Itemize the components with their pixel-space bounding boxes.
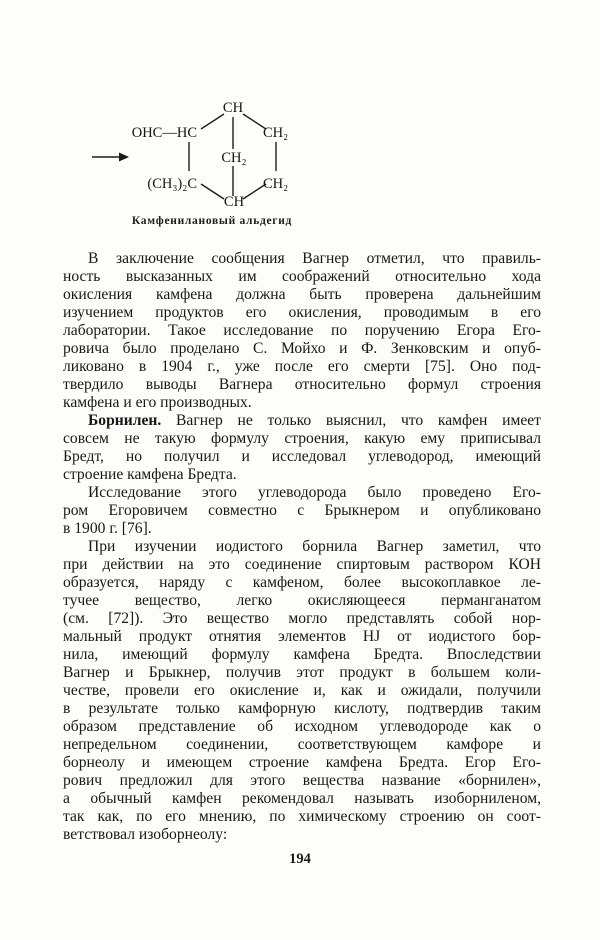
paragraph: [63, 538, 541, 844]
text-line: При изучении иодистого борнила Вагнер заметил, что: [88, 538, 541, 555]
paragraph: [63, 250, 541, 412]
text-line: а обычный камфен рекомендовал называть изоборниленом,: [63, 790, 541, 807]
text-line: ровича было проделано С. Мойхо и Ф. Зенковским и опуб-: [63, 340, 541, 357]
text-line: Бредт, но получил и исследовал углеводород, имеющий: [63, 448, 541, 465]
text-line: ром Егоровичем совместно с Брыкнером и опубликовано: [63, 502, 541, 519]
page-number: 194: [289, 851, 311, 867]
atom-label-top: CH: [222, 100, 244, 116]
text-line: окисления камфена должна быть проверена дальнейшим: [63, 286, 541, 303]
chemical-structure-diagram: [80, 95, 310, 215]
text-line: рович предложил для этого вещества название «борнилен»,: [63, 772, 541, 789]
atom-label-lower-left-gem-dimethyl: (CH₃)₂C: [147, 176, 197, 192]
body-text: [63, 250, 541, 844]
text-line: непредельном соединении, соответствующем камфоре и: [63, 736, 541, 753]
text-line: тучее вещество, легко окисляющееся перманганатом: [63, 592, 541, 609]
text-line: Исследование этого углеводорода было проведено Его-: [88, 484, 541, 501]
text-line: В заключение сообщения Вагнер отметил, что правиль-: [88, 250, 541, 267]
text-line: ность высказанных им соображений относительно хода: [63, 268, 541, 285]
paragraph: [63, 412, 541, 484]
text-line: твердило выводы Вагнера относительно формул строения: [63, 376, 541, 393]
text-line: Вагнер и Брыкнер, получив этот продукт в большем коли-: [63, 664, 541, 681]
text-line: (см. [72]). Это вещество могло представлять собой нор-: [63, 610, 541, 627]
text-line: в результате только камфорную кислоту, подтвердив таким: [63, 700, 541, 717]
atom-label-upper-left-aldehyde: OHC—HC: [131, 125, 197, 141]
text-line: борнеолу и имеющем строение камфена Бредта. Егор Его-: [63, 754, 541, 771]
atom-label-bridge: CH₂: [221, 150, 247, 166]
text-line: камфена и его производных.: [63, 394, 252, 411]
text-line: нила, имеющий формулу камфена Бредта. Впоследствии: [63, 646, 541, 663]
text-line: изучением продуктов его окисления, проводимым в его: [63, 304, 541, 321]
text-line: в 1900 г. [76].: [63, 520, 152, 537]
text-line: при действии на это соединение спиртовым раствором КОН: [63, 556, 541, 573]
text-line: совсем не такую формулу строения, какую ему приписывал: [63, 430, 541, 447]
text-line: так как, по его мнению, по химическому строению он соот-: [63, 808, 541, 825]
reaction-arrow-icon: [92, 153, 129, 162]
paragraph: [63, 484, 541, 538]
atom-label-upper-right: CH₂: [263, 125, 289, 141]
text-line: строение камфена Бредта.: [63, 466, 237, 483]
atom-label-lower-right: CH₂: [263, 176, 289, 192]
atom-label-bottom: CH: [223, 194, 245, 210]
text-line: Борнилен. Вагнер не только выяснил, что камфен имеет: [88, 412, 541, 429]
text-line: мальный продукт отнятия элементов HJ от иодистого бор-: [63, 628, 541, 645]
text-line: образуется, наряду с камфеном, более высокоплавкое ле-: [63, 574, 541, 591]
paragraph-lead-bold: Борнилен.: [88, 412, 162, 429]
text-line: лаборатории. Такое исследование по поручению Егора Его-: [63, 322, 541, 339]
text-line: честве, провели его окисление и, как и ожидали, получили: [63, 682, 541, 699]
text-line: ликовано в 1904 г., уже после его смерти [75]. Оно под-: [63, 358, 541, 375]
figure-caption: Камфенилановый альдегид: [131, 215, 293, 227]
text-line: ветствовал изоборнеолу:: [63, 826, 228, 843]
text-line: образом представление об исходном углеводороде как о: [63, 718, 541, 735]
